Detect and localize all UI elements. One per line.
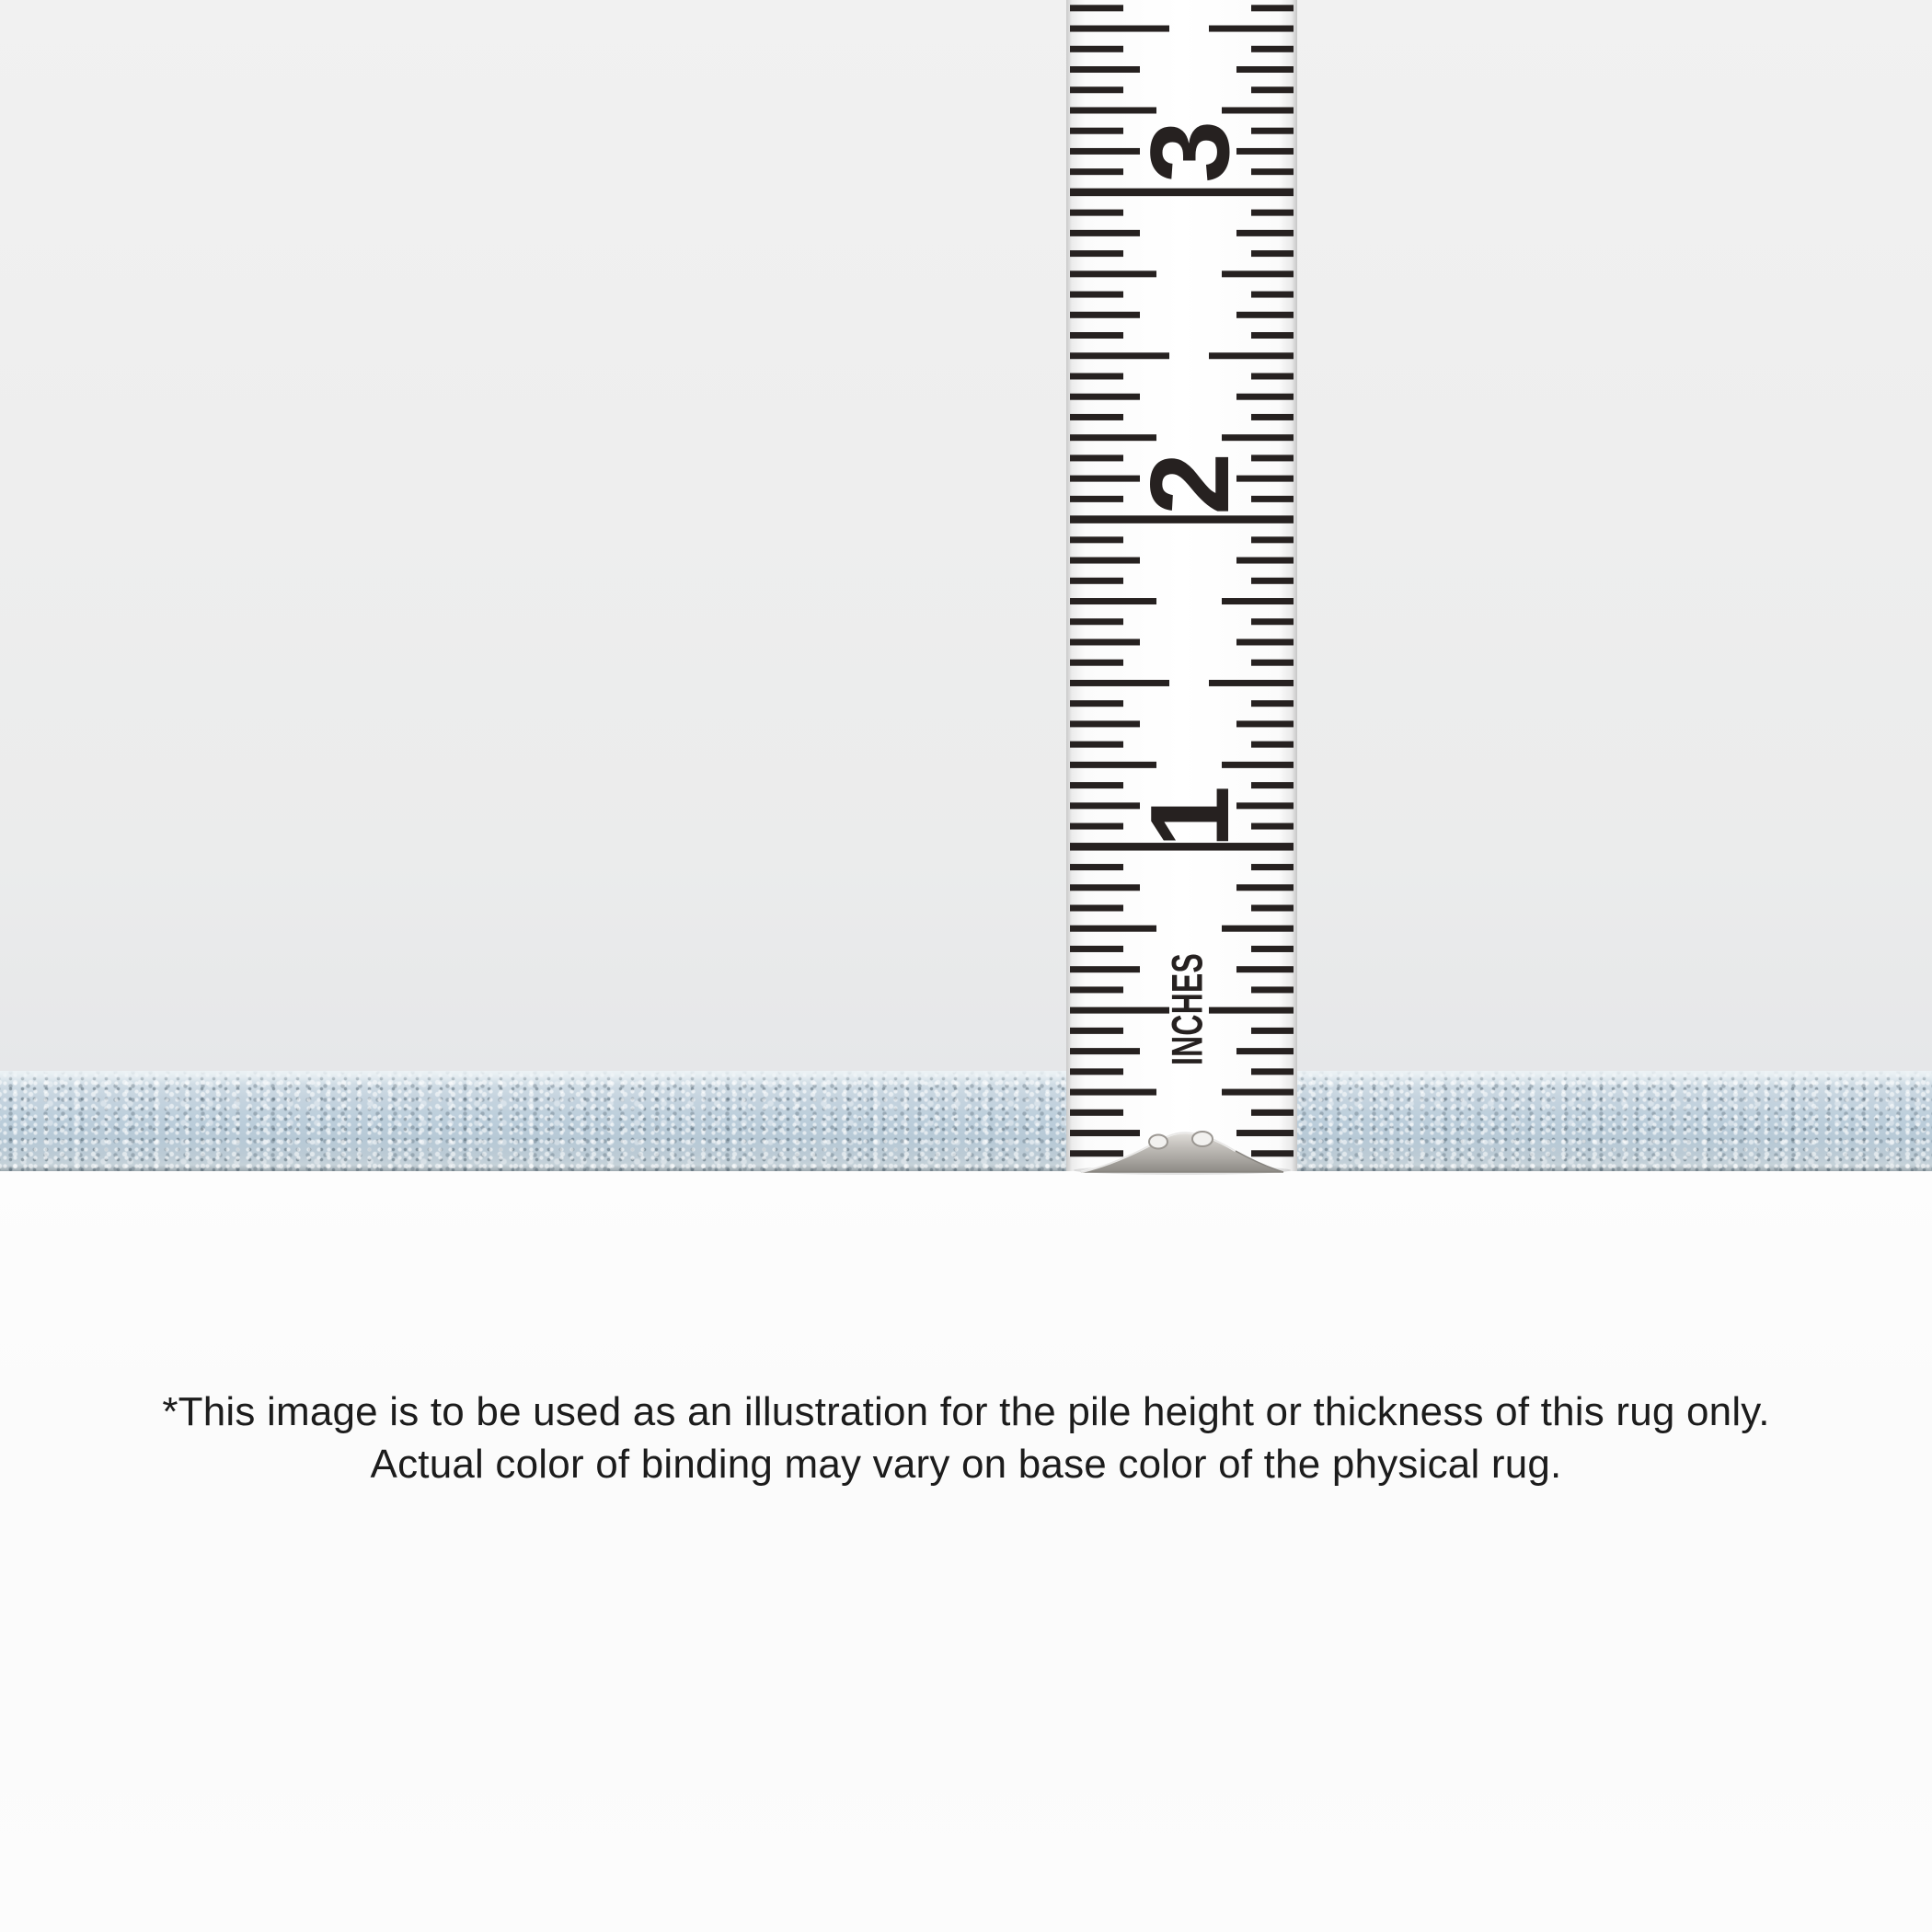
ruler-tip-rivet-icon bbox=[1149, 1135, 1167, 1149]
inch-label-2: 2 bbox=[1127, 453, 1252, 515]
ruler bbox=[1066, 0, 1297, 1176]
rug-pile-edge bbox=[0, 1071, 1932, 1175]
disclaimer-line-2: Actual color of binding may vary on base color of the physical rug. bbox=[370, 1442, 1562, 1487]
inch-label-3: 3 bbox=[1127, 121, 1252, 183]
floor bbox=[0, 1171, 1932, 1932]
disclaimer bbox=[0, 1386, 1932, 1490]
ruler-tip-rivet-icon bbox=[1192, 1132, 1213, 1146]
inches-unit-label: INCHES bbox=[1162, 899, 1212, 1065]
inch-label-1: 1 bbox=[1127, 786, 1252, 848]
disclaimer-line-1: *This image is to be used as an illustration for the pile height or thickness of this rug only. bbox=[162, 1389, 1770, 1434]
